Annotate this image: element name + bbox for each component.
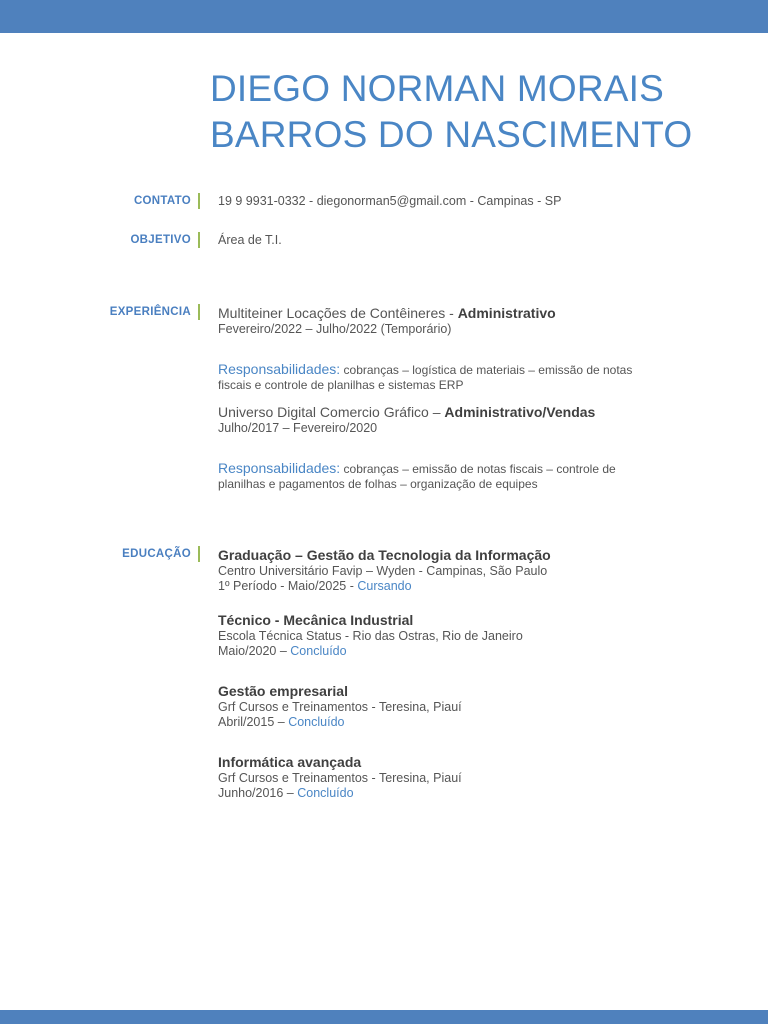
education-status: Concluído [290, 644, 347, 658]
education-status: Cursando [357, 579, 412, 593]
education-divider [198, 546, 200, 562]
job-period: Julho/2017 – Fevereiro/2020 [218, 421, 378, 435]
education-title: Técnico - Mecânica Industrial [218, 612, 414, 628]
job-entry [218, 404, 688, 436]
job-title [218, 305, 688, 322]
education-entry [218, 754, 688, 801]
responsibilities-line-1: cobranças – emissão de notas fiscais – controle de [340, 462, 616, 476]
job-responsibilities [218, 461, 688, 492]
education-entry [218, 612, 688, 659]
education-dates: Junho/2016 – [218, 786, 298, 800]
education-institution: Escola Técnica Status - Rio das Ostras, Rio de Janeiro [218, 629, 523, 643]
education-institution: Centro Universitário Favip – Wyden - Campinas, São Paulo [218, 564, 548, 578]
job-period: Fevereiro/2022 – Julho/2022 (Temporário) [218, 322, 452, 336]
education-status: Concluído [288, 715, 345, 729]
education-dates: Maio/2020 – [218, 644, 291, 658]
education-institution: Grf Cursos e Treinamentos - Teresina, Piauí [218, 771, 462, 785]
education-title: Graduação – Gestão da Tecnologia da Informação [218, 547, 551, 563]
name-line-2: BARROS DO NASCIMENTO [210, 114, 693, 155]
education-period [218, 579, 688, 594]
job-responsibilities [218, 362, 688, 393]
education-status: Concluído [297, 786, 354, 800]
experience-divider [198, 304, 200, 320]
candidate-name [210, 66, 750, 158]
responsibilities-label: Responsabilidades: [218, 460, 341, 476]
job-title [218, 404, 688, 421]
job-company: Universo Digital Comercio Gráfico – [218, 404, 445, 420]
contact-text: 19 9 9931-0332 - diegonorman5@gmail.com - Campinas - SP [218, 194, 562, 208]
job-company: Multiteiner Locações de Contêineres - [218, 305, 458, 321]
contact-label: CONTATO [133, 195, 191, 207]
experience-label: EXPERIÊNCIA [109, 306, 191, 318]
education-period [218, 715, 688, 730]
job-role: Administrativo [457, 305, 556, 321]
responsibilities-line-2: planilhas e pagamentos de folhas – organização de equipes [218, 477, 538, 491]
education-period [218, 786, 688, 801]
education-entry [218, 547, 688, 594]
education-institution: Grf Cursos e Treinamentos - Teresina, Piauí [218, 700, 462, 714]
education-period [218, 644, 688, 659]
education-dates: 1º Período - Maio/2025 - [218, 579, 358, 593]
bottom-accent-bar [0, 1010, 768, 1024]
education-entry [218, 683, 688, 730]
objective-text: Área de T.I. [218, 233, 282, 247]
education-dates: Abril/2015 – [218, 715, 289, 729]
responsibilities-line-1: cobranças – logística de materiais – emissão de notas [340, 363, 633, 377]
contact-divider [198, 193, 200, 209]
education-title: Gestão empresarial [218, 683, 348, 699]
job-role: Administrativo/Vendas [444, 404, 596, 420]
objective-divider [198, 232, 200, 248]
objective-label: OBJETIVO [130, 234, 191, 246]
responsibilities-label: Responsabilidades: [218, 361, 341, 377]
education-label: EDUCAÇÃO [122, 548, 191, 560]
responsibilities-line-2: fiscais e controle de planilhas e sistemas ERP [218, 378, 464, 392]
name-line-1: DIEGO NORMAN MORAIS [210, 68, 664, 109]
job-entry [218, 305, 688, 337]
education-title: Informática avançada [218, 754, 362, 770]
top-accent-bar [0, 0, 768, 33]
